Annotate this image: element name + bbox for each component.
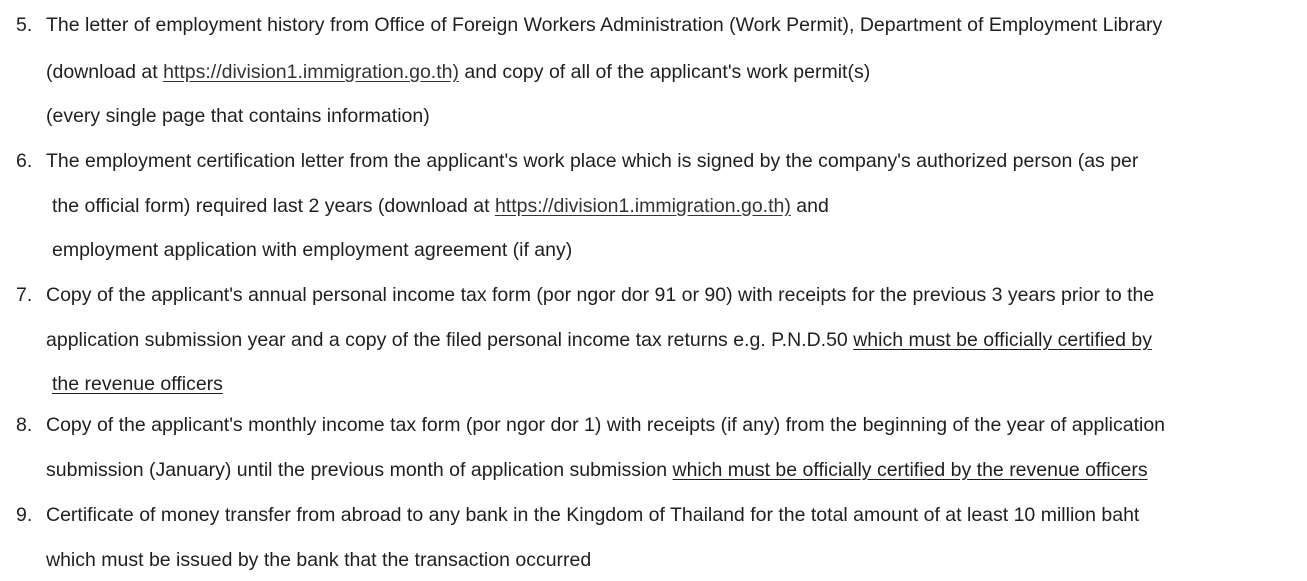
item-7-certified-note: which must be officially certified by [853,329,1152,351]
item-8-certified-note: which must be officially certified by the revenue officers [672,459,1148,481]
item-6-number: 6. [16,150,33,172]
item-5-line-3: (every single page that contains information) [46,105,430,127]
item-9-number: 9. [16,504,33,526]
item-7-line-3 [52,372,223,396]
item-8-line-1: Copy of the applicant's monthly income tax form (por ngor dor 1) with receipts (if any) from the beginning of the year of application [46,414,1166,436]
item-6-line-1: The employment certification letter from the applicant's work place which is signed by the company's authorized person (as per [46,150,1139,172]
item-5-number: 5. [16,14,33,36]
item-5-line-1: The letter of employment history from Office of Foreign Workers Administration (Work Permit), Department of Employment Library [46,14,1163,36]
item-8-text: submission (January) until the previous month of application submission [46,459,673,481]
item-7-number: 7. [16,284,33,306]
item-5-text-post: and copy of all of the applicant's work permit(s) [458,61,871,83]
item-7-text: application submission year and a copy of the filed personal income tax returns e.g. P.N.D.50 [46,329,854,351]
item-8-number: 8. [16,414,33,436]
item-6-text-post: and [790,195,829,217]
item-5-line-2 [46,60,870,84]
item-9-line-2: which must be issued by the bank that the transaction occurred [46,549,592,571]
item-6-text: the official form) required last 2 years (download at [52,195,495,217]
item-6-line-2 [52,194,829,218]
download-link-6[interactable]: https://division1.immigration.go.th) [494,195,791,217]
item-6-line-3: employment application with employment agreement (if any) [52,239,573,261]
item-7-line-2 [46,328,1152,352]
item-8-line-2 [46,458,1148,482]
download-link-5[interactable]: https://division1.immigration.go.th) [163,61,459,83]
item-7-certified-note-cont: the revenue officers [52,373,223,395]
item-9-line-1: Certificate of money transfer from abroad to any bank in the Kingdom of Thailand for the total amount of at least 10 million baht [46,504,1140,526]
item-5-text: (download at [46,61,164,83]
item-7-line-1: Copy of the applicant's annual personal income tax form (por ngor dor 91 or 90) with receipts for the previous 3 years prior to the [46,284,1155,306]
